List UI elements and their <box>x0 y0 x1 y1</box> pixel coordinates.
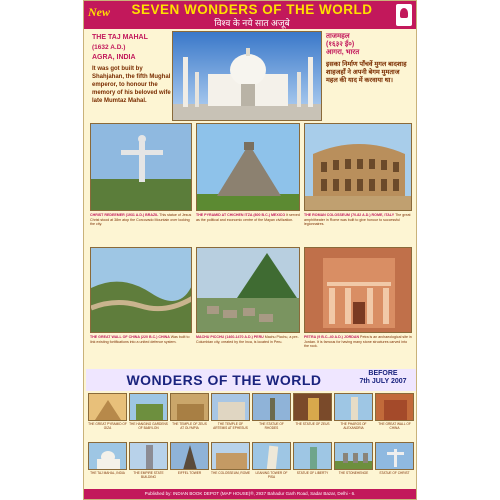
thumb-caption: THE HANGING GARDENS OF BABYLON <box>129 422 168 430</box>
taj-place-hindi: आगरा, भारत <box>326 49 360 56</box>
chichen-itza-photo <box>196 123 300 211</box>
chichen-itza-text: It served as the political and economic centre of the Mayan civilization. <box>196 213 300 222</box>
thumb-empire-state <box>129 442 168 470</box>
thumb-caption: THE EMPIRE STATE BUILDING <box>133 471 164 479</box>
colosseum-title: THE ROMAN COLOSSEUM (70-82 A.D.) ROME, ITALY <box>304 213 395 217</box>
thumb-caption: THE STATUE OF ZEUS <box>295 422 330 426</box>
taj-name-hindi: ताजमहल <box>326 33 350 40</box>
before-date <box>352 370 414 386</box>
taj-description-hindi: इसका निर्माण पाँचवें मुगल बादशाह शाहजहाँ ने अपनी बेगम मुमताज महल की याद में करवाया था। <box>326 61 407 84</box>
taj-year: (1632 A.D.) <box>92 44 126 51</box>
petra-caption <box>304 335 412 367</box>
thumb-caption: THE TEMPLE OF ARTEMIS AT EPHESUS <box>213 422 248 430</box>
thumb-caption: STATUE OF CHRIST <box>379 471 410 475</box>
great-wall-caption <box>90 335 192 367</box>
thumb-caption: EIFFEL TOWER <box>177 471 202 475</box>
thumb-great-wall <box>375 393 414 421</box>
taj-description: It was got built by Shahjahan, the fifth Mughal emperor, to honour the memory of his beloved wife late Mumtaz Mahal. <box>92 66 171 104</box>
poster-subtitle-hindi: विश्व के नये सात अजूबे <box>214 18 290 28</box>
colosseum-photo <box>304 123 412 211</box>
great-wall-text: Was built to link existing fortifications into a united defence system. <box>90 335 190 344</box>
christ-redeemer-text: This statue of Jesus Christ stood at 38m atop the Corcovado Mountain over looking the city. <box>90 213 192 226</box>
thumb-caption: LEANING TOWER OF PISA <box>255 471 288 479</box>
petra-title: PETRA (9 B.C.-40 A.D.) JORDAN <box>304 335 360 339</box>
thumb-statue-christ <box>375 442 414 470</box>
thumb-caption: THE COLOSSEUM, ROME <box>211 471 250 475</box>
great-wall-title: THE GREAT WALL OF CHINA (220 B.C.) CHINA <box>90 335 170 339</box>
thumb-taj-mahal <box>88 442 127 470</box>
thumb-statue-liberty <box>293 442 332 470</box>
colosseum-caption <box>304 213 412 245</box>
chichen-itza-caption <box>196 213 300 245</box>
thumb-eiffel-tower <box>170 442 209 470</box>
thumb-caption: THE GREAT PYRAMID OF GIZA <box>88 422 127 430</box>
thumb-stonehenge <box>334 442 373 470</box>
thumb-hanging-gardens <box>129 393 168 421</box>
christ-redeemer-photo <box>90 123 192 211</box>
thumb-caption: THE STONEHENGE <box>338 471 369 475</box>
before-label: BEFORE <box>368 370 398 377</box>
thumb-statue-zeus <box>293 393 332 421</box>
before-date-value: 7th JULY 2007 <box>359 378 407 385</box>
poster-title: SEVEN WONDERS OF THE WORLD <box>131 2 373 17</box>
christ-redeemer-title: CHRIST REDEEMER (1931 A.D.) BRAZIL <box>90 213 159 217</box>
thumb-caption: THE GREAT WALL OF CHINA <box>378 422 411 430</box>
new-badge: New <box>88 5 110 19</box>
colosseum-text: The great amphitheater in Rome was built to give honour to successful legionnaires. <box>304 213 411 226</box>
chichen-itza-title: THE PYRAMID AT CHICHEN ITZA (800 B.C.) MEXICO <box>196 213 286 217</box>
thumb-pyramid-giza <box>88 393 127 421</box>
thumb-caption: THE PHAROS OF ALEXANDRIA <box>340 422 367 430</box>
machu-picchu-caption <box>196 335 300 367</box>
machu-picchu-text: Machu Picchu, a pre-Columbian city, created by the Inca, is located in Peru. <box>196 335 299 344</box>
poster <box>83 0 417 500</box>
thumb-colossus-rhodes <box>252 393 291 421</box>
machu-picchu-photo <box>196 247 300 333</box>
thumb-caption: THE STATUE OF RHODES <box>259 422 284 430</box>
taj-english-block <box>92 33 172 105</box>
petra-text: Petra is an archaeological site in Jordan. It is famous for having many stone structures carved into the rock. <box>304 335 412 348</box>
header-bar <box>84 1 416 29</box>
taj-mahal-photo <box>172 31 322 121</box>
thumb-pharos <box>334 393 373 421</box>
taj-name: THE TAJ MAHAL <box>92 34 148 41</box>
thumb-caption: THE TAJ MAHAL, INDIA <box>90 471 125 475</box>
taj-place: AGRA, INDIA <box>92 54 136 61</box>
publisher-footer: Published by: INDIAN BOOK DEPOT (MAP HOUSE)®, 2937 Bahadur Garh Road, Sadar Bazar, Delhi - 6. <box>84 489 416 499</box>
publisher-logo-icon <box>396 4 412 26</box>
petra-photo <box>304 247 412 333</box>
thumb-caption: THE TEMPLE OF ZEUS AT OLYMPIA <box>172 422 207 430</box>
thumb-colosseum <box>211 442 250 470</box>
taj-hindi-block <box>326 33 412 85</box>
thumb-leaning-tower <box>252 442 291 470</box>
christ-redeemer-caption <box>90 213 192 245</box>
machu-picchu-title: MACHU PICCHU (1460-1470 A.D.) PERU <box>196 335 264 339</box>
thumb-temple-artemis <box>211 393 250 421</box>
taj-year-hindi: (१६३२ ई०) <box>326 41 355 48</box>
great-wall-photo <box>90 247 192 333</box>
wonders-title: WONDERS OF THE WORLD <box>126 372 322 388</box>
thumb-caption: STATUE OF LIBERTY <box>296 471 329 475</box>
thumb-temple-zeus <box>170 393 209 421</box>
